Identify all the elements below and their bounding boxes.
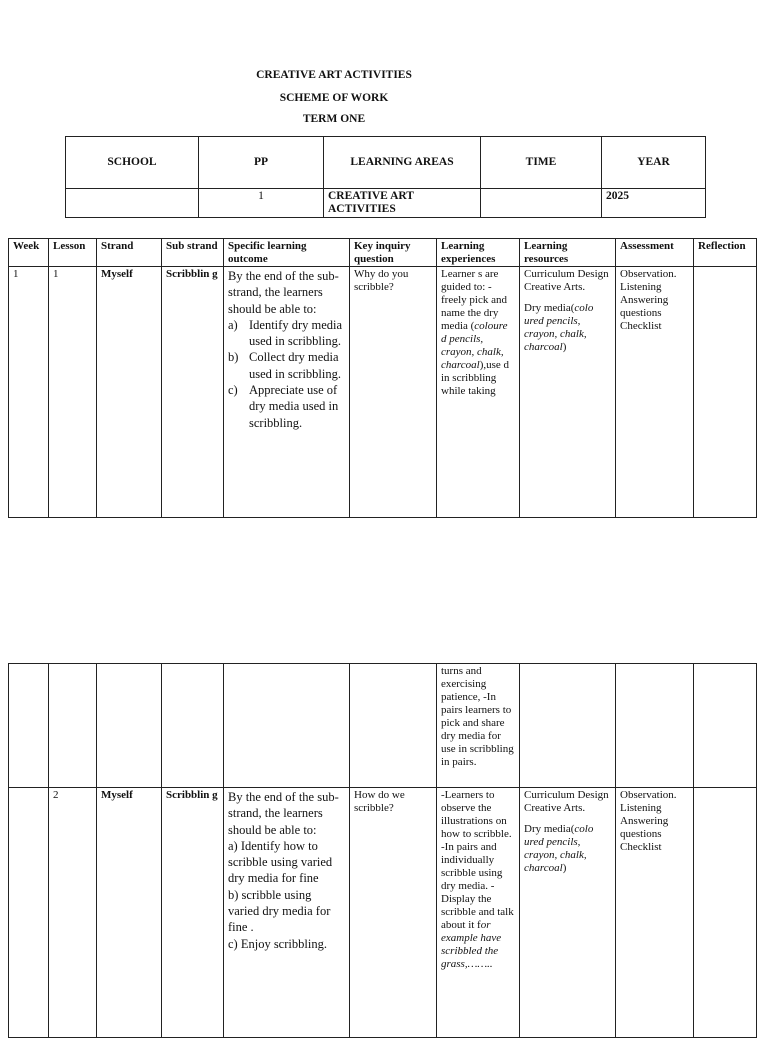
experiences-cell: -Learners to observe the illustrations on how to scribble. -In pairs and individually scribble using dry media. -Display the scribble and talk about it for example have scribbled the grass,…….. — [437, 788, 520, 1038]
week-cell — [9, 664, 49, 788]
reflection-cell — [694, 267, 757, 518]
experiences-cell: Learner s are guided to: -freely pick and name the dry media (coloure d pencils, crayon, chalk, charcoal),use d in scribbling while taking — [437, 267, 520, 518]
pp-value: 1 — [199, 189, 324, 218]
assessment-header: Assessment — [616, 239, 694, 267]
table-row — [9, 267, 757, 518]
sub-strand-cell — [162, 664, 224, 788]
resources-cell: Curriculum Design Creative Arts. Dry media(colo ured pencils, crayon, chalk, charcoal) — [520, 267, 616, 518]
school-header: SCHOOL — [66, 137, 199, 189]
time-value — [481, 189, 602, 218]
table-row — [9, 664, 757, 788]
lesson-header: Lesson — [49, 239, 97, 267]
lesson-cell — [49, 664, 97, 788]
list-item: c) Enjoy scribbling. — [228, 936, 327, 951]
experiences-header: Learning experiences — [437, 239, 520, 267]
assessment-cell: Observation. Listening Answering questions Checklist — [616, 267, 694, 518]
learning-areas-value: CREATIVE ART ACTIVITIES — [324, 189, 481, 218]
sub-strand-cell: Scribblin g — [162, 788, 224, 1038]
outcome-list — [228, 317, 345, 431]
list-item: a) Identify how to scribble using varied dry media for fine — [228, 838, 333, 886]
strand-cell: Myself — [97, 267, 162, 518]
list-item: a) Identify dry media used in scribbling. — [228, 317, 343, 349]
assessment-cell: Observation. Listening Answering questions Checklist — [616, 788, 694, 1038]
info-header-row — [66, 137, 706, 189]
reflection-cell — [694, 788, 757, 1038]
reflection-header: Reflection — [694, 239, 757, 267]
list-item: b) scribble using varied dry media for fine . — [228, 887, 331, 935]
scheme-table-page2 — [8, 663, 757, 1038]
assessment-cell — [616, 664, 694, 788]
pp-header: PP — [199, 137, 324, 189]
resources-cell — [520, 664, 616, 788]
info-value-row — [66, 189, 706, 218]
time-header: TIME — [481, 137, 602, 189]
sub-strand-cell: Scribblin g — [162, 267, 224, 518]
outcome-header: Specific learning outcome — [224, 239, 350, 267]
reflection-cell — [694, 664, 757, 788]
outcome-intro: By the end of the sub- strand, the learners should be able to: — [228, 269, 339, 316]
document-subtitle: SCHEME OF WORK — [279, 92, 389, 104]
strand-cell — [97, 664, 162, 788]
week-cell — [9, 788, 49, 1038]
learning-areas-header: LEARNING AREAS — [324, 137, 481, 189]
lesson-cell: 2 — [49, 788, 97, 1038]
outcome-intro: By the end of the sub- strand, the learners should be able to: — [228, 790, 339, 837]
outcome-cell — [224, 267, 350, 518]
year-header: YEAR — [602, 137, 706, 189]
scheme-table-page1 — [8, 238, 757, 518]
resources-cell: Curriculum Design Creative Arts. Dry media(colo ured pencils, crayon, chalk, charcoal) — [520, 788, 616, 1038]
scheme-header-row — [9, 239, 757, 267]
experiences-cell: turns and exercising patience, -In pairs learners to pick and share dry media for use in scribbling in pairs. — [437, 664, 520, 788]
week-cell: 1 — [9, 267, 49, 518]
list-item: b) Collect dry media used in scribbling. — [228, 350, 342, 381]
outcome-cell — [224, 664, 350, 788]
sub-strand-header: Sub strand — [162, 239, 224, 267]
list-item: c) Appreciate use of dry media used in scribbling. — [228, 383, 339, 430]
inquiry-cell — [350, 664, 437, 788]
week-header: Week — [9, 239, 49, 267]
inquiry-cell: Why do you scribble? — [350, 267, 437, 518]
info-table — [65, 136, 706, 218]
table-row — [9, 788, 757, 1038]
school-value — [66, 189, 199, 218]
document-term: TERM ONE — [302, 113, 366, 125]
strand-header: Strand — [97, 239, 162, 267]
year-value: 2025 — [602, 189, 706, 218]
resources-header: Learning resources — [520, 239, 616, 267]
lesson-cell: 1 — [49, 267, 97, 518]
inquiry-cell: How do we scribble? — [350, 788, 437, 1038]
inquiry-header: Key inquiry question — [350, 239, 437, 267]
document-title: CREATIVE ART ACTIVITIES — [256, 69, 412, 81]
outcome-cell — [224, 788, 350, 1038]
strand-cell: Myself — [97, 788, 162, 1038]
